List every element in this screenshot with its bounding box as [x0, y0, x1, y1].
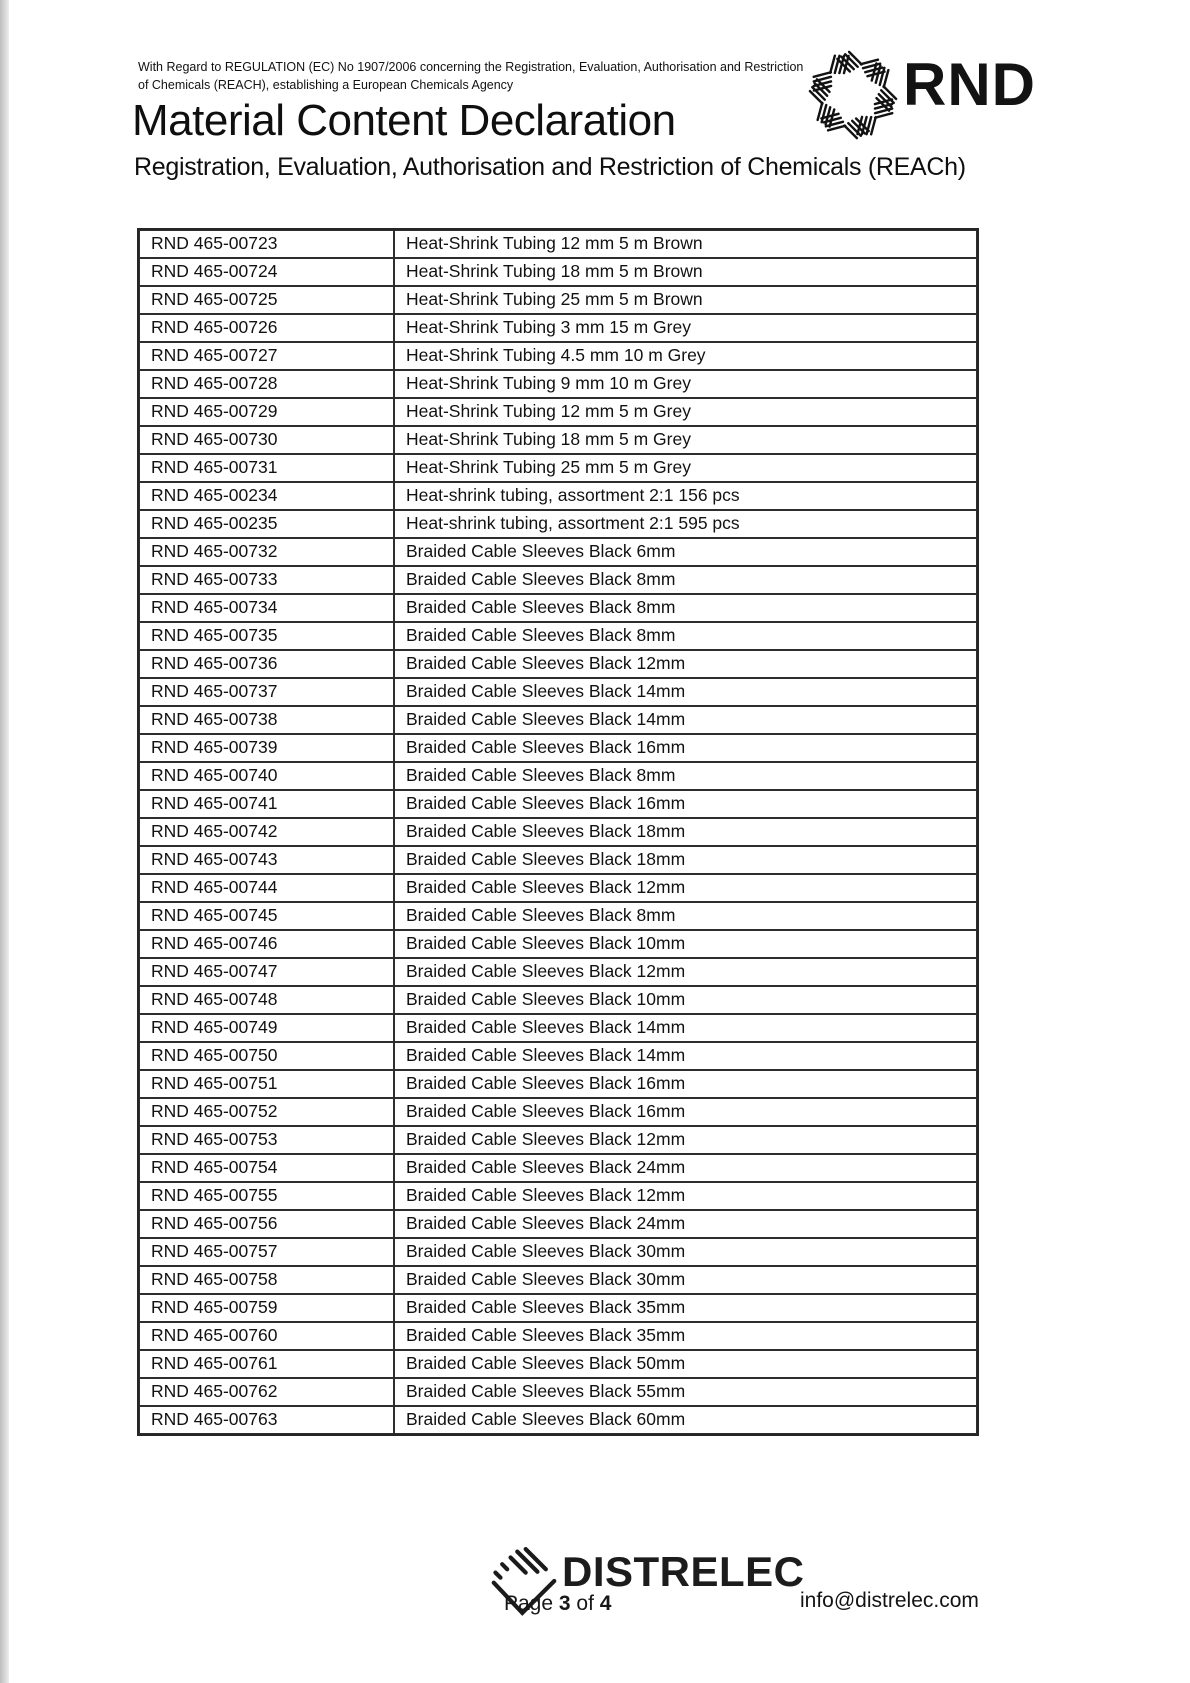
- description-cell: Braided Cable Sleeves Black 60mm: [394, 1406, 977, 1434]
- part-number-cell: RND 465-00746: [139, 930, 394, 958]
- table-row: [139, 482, 977, 510]
- table-row: [139, 566, 977, 594]
- page-current-number: 3: [558, 1592, 571, 1615]
- description-cell: Heat-Shrink Tubing 9 mm 10 m Grey: [394, 370, 977, 398]
- description-cell: Braided Cable Sleeves Black 16mm: [394, 790, 977, 818]
- description-cell: Heat-Shrink Tubing 12 mm 5 m Grey: [394, 398, 977, 426]
- contact-email: info@distrelec.com: [800, 1589, 979, 1612]
- part-number-cell: RND 465-00734: [139, 594, 394, 622]
- part-number-cell: RND 465-00761: [139, 1350, 394, 1378]
- description-cell: Braided Cable Sleeves Black 6mm: [394, 538, 977, 566]
- part-number-cell: RND 465-00735: [139, 622, 394, 650]
- table-row: [139, 1182, 977, 1210]
- description-cell: Braided Cable Sleeves Black 12mm: [394, 1126, 977, 1154]
- part-number-cell: RND 465-00724: [139, 258, 394, 286]
- description-cell: Heat-shrink tubing, assortment 2:1 595 pcs: [394, 510, 977, 538]
- description-cell: Braided Cable Sleeves Black 14mm: [394, 1014, 977, 1042]
- table-row: [139, 818, 977, 846]
- regulation-note: [138, 59, 803, 94]
- table-row: [139, 1238, 977, 1266]
- table-row: [139, 958, 977, 986]
- part-number-cell: RND 465-00742: [139, 818, 394, 846]
- description-cell: Braided Cable Sleeves Black 18mm: [394, 818, 977, 846]
- description-cell: Heat-Shrink Tubing 25 mm 5 m Brown: [394, 286, 977, 314]
- description-cell: Braided Cable Sleeves Black 24mm: [394, 1154, 977, 1182]
- table-row: [139, 1266, 977, 1294]
- table-row: [139, 986, 977, 1014]
- table-row: [139, 1350, 977, 1378]
- description-cell: Braided Cable Sleeves Black 30mm: [394, 1238, 977, 1266]
- table-row: [139, 230, 977, 258]
- part-number-cell: RND 465-00740: [139, 762, 394, 790]
- page-subtitle: Registration, Evaluation, Authorisation and Restriction of Chemicals (REACh): [134, 153, 966, 181]
- description-cell: Braided Cable Sleeves Black 55mm: [394, 1378, 977, 1406]
- description-cell: Heat-shrink tubing, assortment 2:1 156 pcs: [394, 482, 977, 510]
- part-number-cell: RND 465-00732: [139, 538, 394, 566]
- part-number-cell: RND 465-00762: [139, 1378, 394, 1406]
- description-cell: Braided Cable Sleeves Black 10mm: [394, 986, 977, 1014]
- table-row: [139, 902, 977, 930]
- page-title: Material Content Declaration: [132, 96, 676, 145]
- part-number-cell: RND 465-00733: [139, 566, 394, 594]
- regulation-note-line2: of Chemicals (REACH), establishing a European Chemicals Agency: [138, 77, 514, 92]
- table-row: [139, 1294, 977, 1322]
- description-cell: Braided Cable Sleeves Black 24mm: [394, 1210, 977, 1238]
- part-number-cell: RND 465-00755: [139, 1182, 394, 1210]
- part-number-cell: RND 465-00759: [139, 1294, 394, 1322]
- table-row: [139, 930, 977, 958]
- table-row: [139, 650, 977, 678]
- table-row: [139, 734, 977, 762]
- part-number-cell: RND 465-00748: [139, 986, 394, 1014]
- page-label-prefix: Page: [504, 1592, 554, 1615]
- table-row: [139, 1322, 977, 1350]
- table-row: [139, 1154, 977, 1182]
- description-cell: Braided Cable Sleeves Black 8mm: [394, 594, 977, 622]
- part-number-cell: RND 465-00723: [139, 230, 394, 258]
- part-number-cell: RND 465-00738: [139, 706, 394, 734]
- table-row: [139, 398, 977, 426]
- page-number-label: [504, 1592, 611, 1616]
- part-number-cell: RND 465-00729: [139, 398, 394, 426]
- rnd-braided-hexagon-icon: [806, 48, 900, 142]
- description-cell: Braided Cable Sleeves Black 14mm: [394, 706, 977, 734]
- description-cell: Heat-Shrink Tubing 18 mm 5 m Grey: [394, 426, 977, 454]
- table-row: [139, 1014, 977, 1042]
- distrelec-brand-text: DISTRELEC: [562, 1548, 805, 1595]
- part-number-cell: RND 465-00727: [139, 342, 394, 370]
- part-number-cell: RND 465-00731: [139, 454, 394, 482]
- table-row: [139, 1098, 977, 1126]
- part-number-cell: RND 465-00744: [139, 874, 394, 902]
- description-cell: Braided Cable Sleeves Black 12mm: [394, 874, 977, 902]
- description-cell: Heat-Shrink Tubing 12 mm 5 m Brown: [394, 230, 977, 258]
- part-number-cell: RND 465-00758: [139, 1266, 394, 1294]
- part-number-cell: RND 465-00754: [139, 1154, 394, 1182]
- description-cell: Braided Cable Sleeves Black 12mm: [394, 650, 977, 678]
- part-number-cell: RND 465-00753: [139, 1126, 394, 1154]
- description-cell: Braided Cable Sleeves Black 16mm: [394, 734, 977, 762]
- description-cell: Braided Cable Sleeves Black 8mm: [394, 902, 977, 930]
- part-number-cell: RND 465-00728: [139, 370, 394, 398]
- table-row: [139, 342, 977, 370]
- part-number-cell: RND 465-00739: [139, 734, 394, 762]
- table-row: [139, 762, 977, 790]
- parts-table: [137, 228, 979, 1436]
- description-cell: Braided Cable Sleeves Black 8mm: [394, 622, 977, 650]
- part-number-cell: RND 465-00751: [139, 1070, 394, 1098]
- description-cell: Braided Cable Sleeves Black 18mm: [394, 846, 977, 874]
- table-row: [139, 454, 977, 482]
- description-cell: Braided Cable Sleeves Black 8mm: [394, 566, 977, 594]
- table-row: [139, 426, 977, 454]
- table-row: [139, 874, 977, 902]
- description-cell: Braided Cable Sleeves Black 8mm: [394, 762, 977, 790]
- part-number-cell: RND 465-00745: [139, 902, 394, 930]
- description-cell: Braided Cable Sleeves Black 50mm: [394, 1350, 977, 1378]
- part-number-cell: RND 465-00726: [139, 314, 394, 342]
- description-cell: Braided Cable Sleeves Black 16mm: [394, 1070, 977, 1098]
- part-number-cell: RND 465-00737: [139, 678, 394, 706]
- part-number-cell: RND 465-00760: [139, 1322, 394, 1350]
- table-row: [139, 314, 977, 342]
- part-number-cell: RND 465-00757: [139, 1238, 394, 1266]
- table-row: [139, 594, 977, 622]
- part-number-cell: RND 465-00725: [139, 286, 394, 314]
- part-number-cell: RND 465-00743: [139, 846, 394, 874]
- regulation-note-line1: With Regard to REGULATION (EC) No 1907/2006 concerning the Registration, Evaluation, Authorisation and Restriction: [138, 60, 804, 74]
- table-row: [139, 538, 977, 566]
- table-row: [139, 622, 977, 650]
- part-number-cell: RND 465-00235: [139, 510, 394, 538]
- table-row: [139, 510, 977, 538]
- page-label-separator: of: [576, 1592, 594, 1615]
- description-cell: Braided Cable Sleeves Black 16mm: [394, 1098, 977, 1126]
- part-number-cell: RND 465-00747: [139, 958, 394, 986]
- description-cell: Braided Cable Sleeves Black 12mm: [394, 958, 977, 986]
- description-cell: Braided Cable Sleeves Black 14mm: [394, 1042, 977, 1070]
- description-cell: Braided Cable Sleeves Black 35mm: [394, 1294, 977, 1322]
- part-number-cell: RND 465-00730: [139, 426, 394, 454]
- table-row: [139, 258, 977, 286]
- part-number-cell: RND 465-00749: [139, 1014, 394, 1042]
- description-cell: Heat-Shrink Tubing 25 mm 5 m Grey: [394, 454, 977, 482]
- table-row: [139, 1210, 977, 1238]
- table-row: [139, 1042, 977, 1070]
- table-row: [139, 706, 977, 734]
- description-cell: Braided Cable Sleeves Black 12mm: [394, 1182, 977, 1210]
- description-cell: Braided Cable Sleeves Black 30mm: [394, 1266, 977, 1294]
- table-row: [139, 846, 977, 874]
- part-number-cell: RND 465-00763: [139, 1406, 394, 1434]
- part-number-cell: RND 465-00234: [139, 482, 394, 510]
- part-number-cell: RND 465-00736: [139, 650, 394, 678]
- description-cell: Heat-Shrink Tubing 18 mm 5 m Brown: [394, 258, 977, 286]
- table-row: [139, 1406, 977, 1434]
- table-row: [139, 678, 977, 706]
- description-cell: Heat-Shrink Tubing 3 mm 15 m Grey: [394, 314, 977, 342]
- page-total-number: 4: [599, 1592, 612, 1615]
- description-cell: Braided Cable Sleeves Black 10mm: [394, 930, 977, 958]
- rnd-logo-text: RND: [903, 51, 1036, 118]
- table-row: [139, 1378, 977, 1406]
- table-row: [139, 1070, 977, 1098]
- description-cell: Braided Cable Sleeves Black 14mm: [394, 678, 977, 706]
- part-number-cell: RND 465-00756: [139, 1210, 394, 1238]
- part-number-cell: RND 465-00741: [139, 790, 394, 818]
- table-row: [139, 1126, 977, 1154]
- parts-table-body: [139, 230, 977, 1434]
- table-row: [139, 286, 977, 314]
- description-cell: Heat-Shrink Tubing 4.5 mm 10 m Grey: [394, 342, 977, 370]
- part-number-cell: RND 465-00750: [139, 1042, 394, 1070]
- description-cell: Braided Cable Sleeves Black 35mm: [394, 1322, 977, 1350]
- table-row: [139, 790, 977, 818]
- part-number-cell: RND 465-00752: [139, 1098, 394, 1126]
- scan-edge-shadow: [0, 0, 9, 1683]
- table-row: [139, 370, 977, 398]
